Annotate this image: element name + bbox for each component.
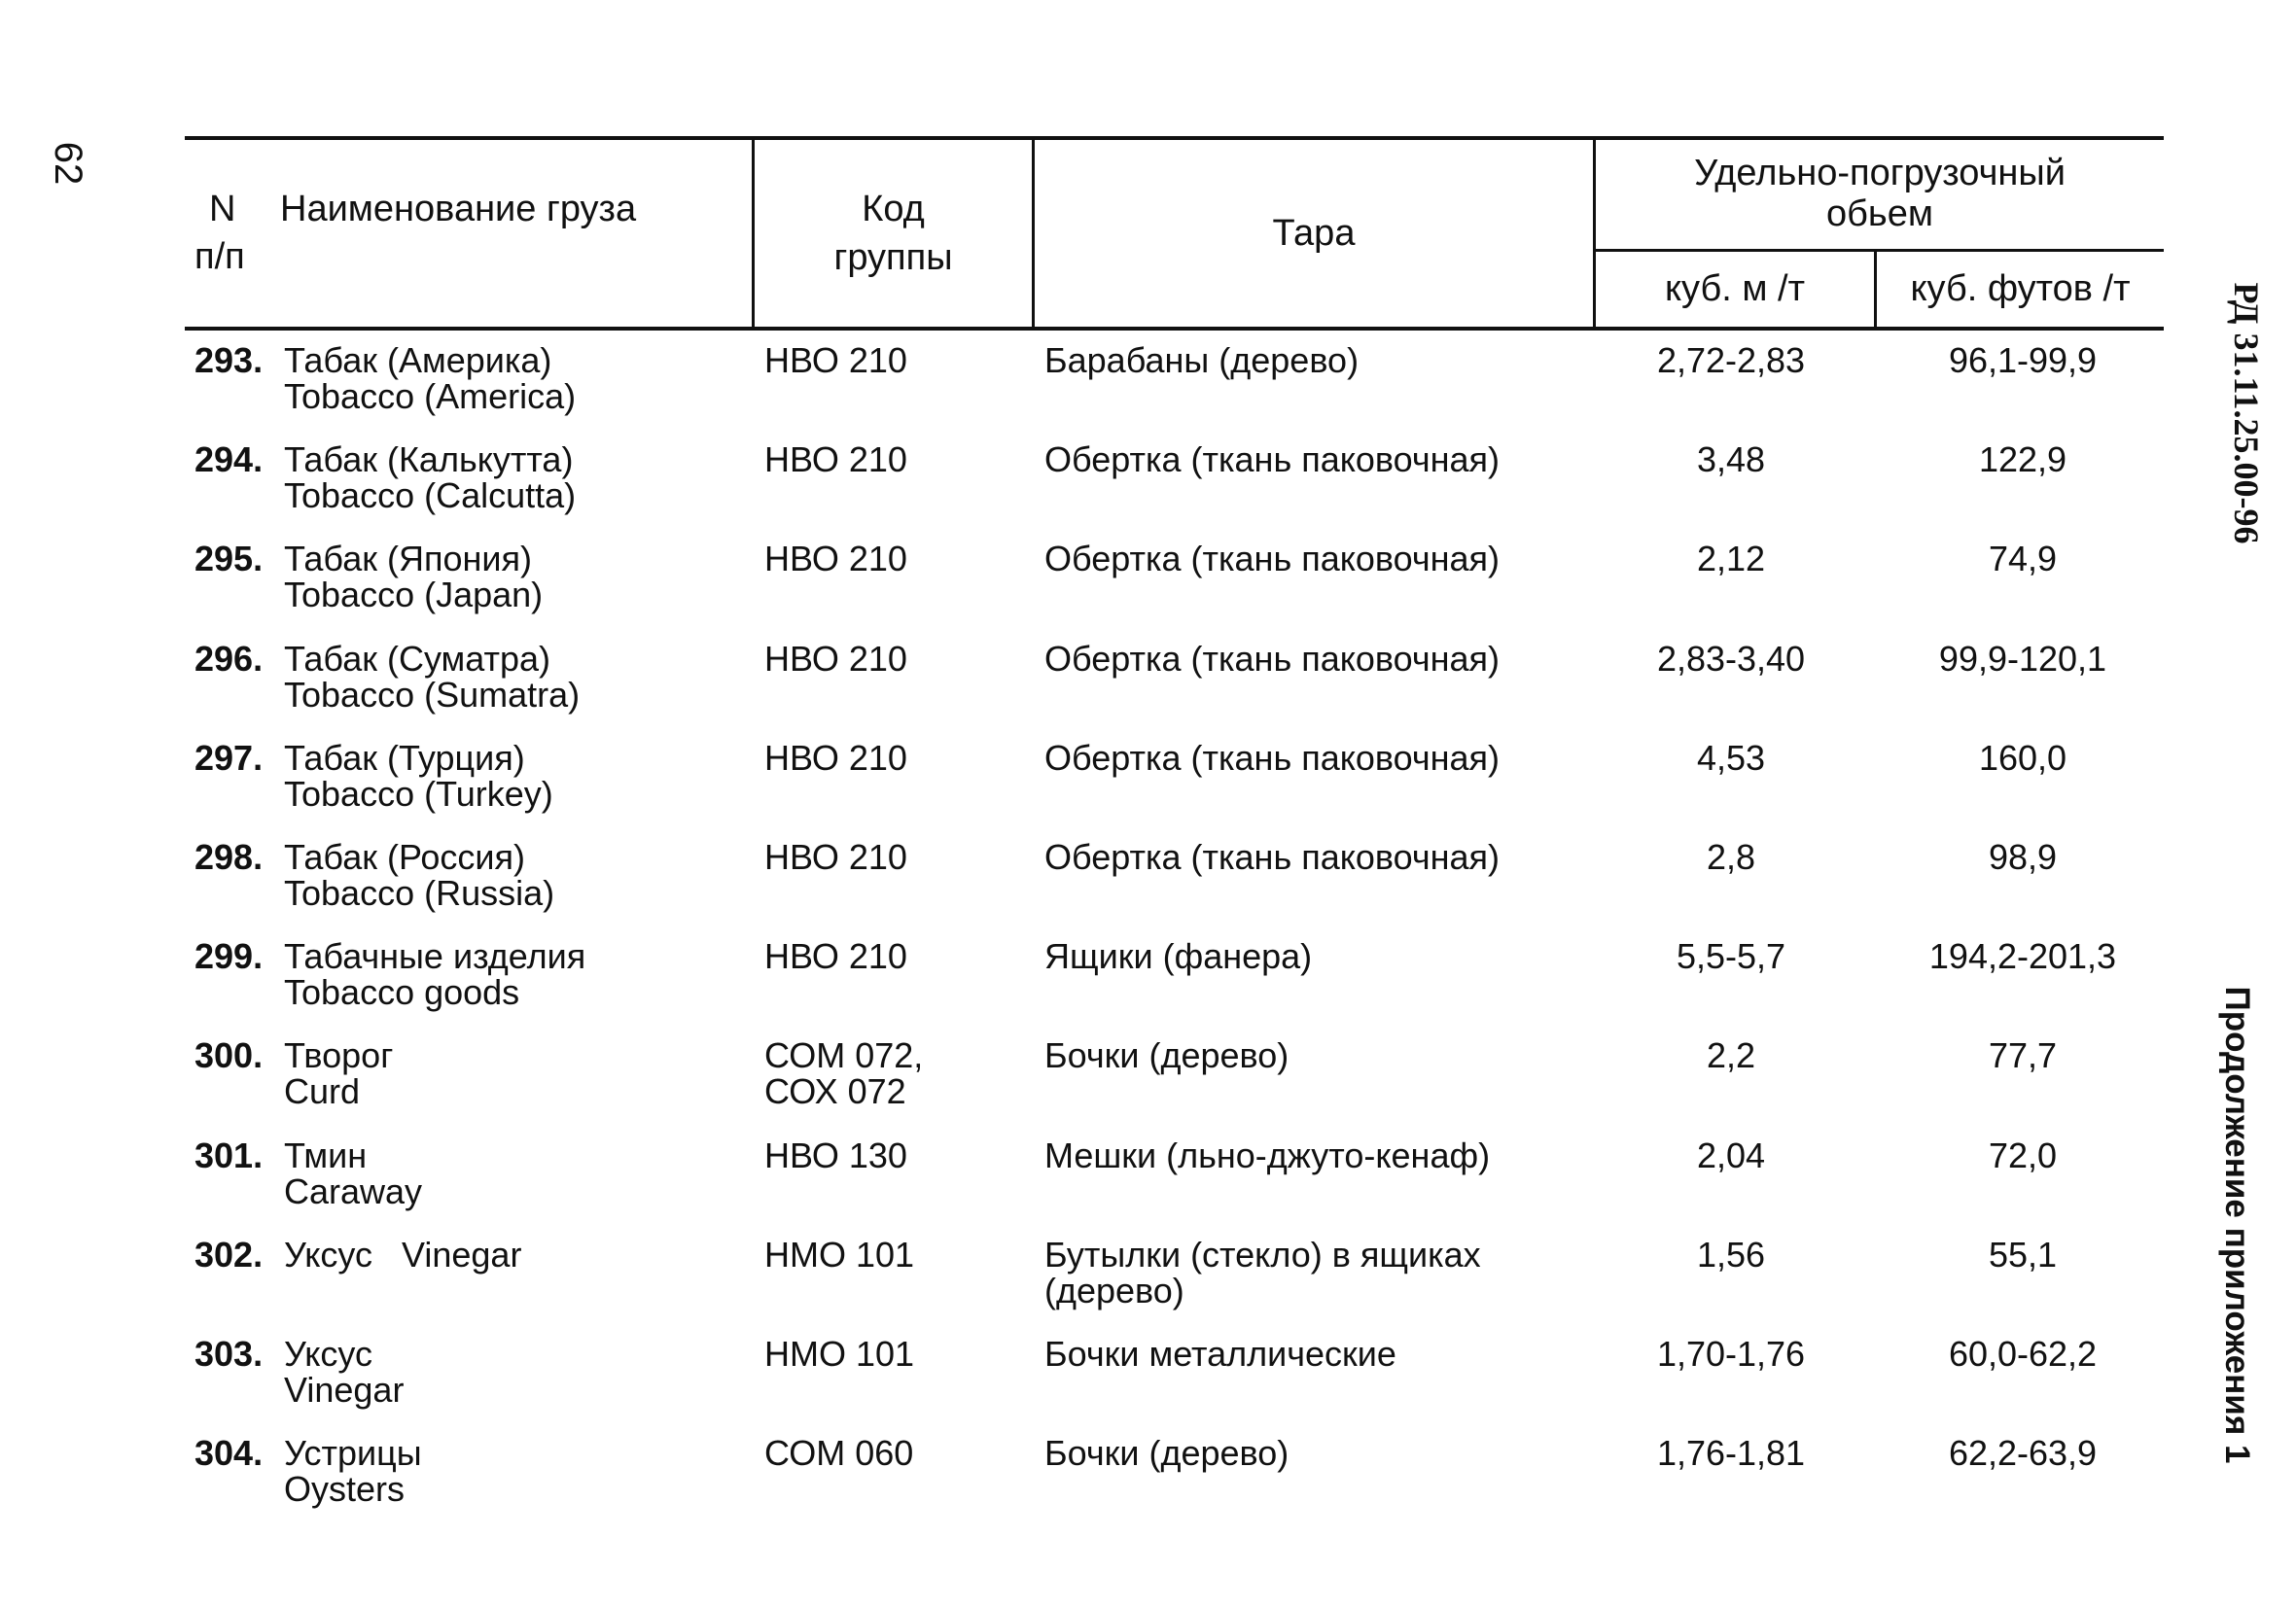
packaging-line: Барабаны (дерево) [1044, 340, 1360, 380]
cargo-name-line: Табак (Америка) [284, 340, 552, 380]
table-row [0, 839, 2296, 936]
volume-ft3-line: 98,9 [1988, 837, 2058, 877]
volume-m3-line: 2,8 [1706, 837, 1756, 877]
cargo-name-line: Tobacco (Russia) [284, 873, 555, 913]
table-row [0, 740, 2296, 837]
volume-m3 [1600, 1237, 1862, 1273]
packaging [1044, 740, 1589, 776]
group-code-line: НВО 210 [764, 340, 907, 380]
cargo-name-line: Устрицы [284, 1433, 422, 1473]
group-code-line: НВО 210 [764, 639, 907, 679]
group-code [764, 839, 1017, 875]
volume-m3-line: 2,12 [1696, 539, 1766, 578]
table-row [0, 1137, 2296, 1235]
row-number-line: 297. [194, 738, 264, 778]
group-code [764, 541, 1017, 576]
volume-m3 [1600, 1037, 1862, 1073]
row-number-line: 299. [194, 936, 264, 976]
header-n: N [209, 189, 236, 229]
header-code-sub: группы [833, 237, 953, 278]
table-top-rule [185, 136, 2164, 140]
group-code-line: НМО 101 [764, 1235, 915, 1275]
packaging [1044, 1435, 1589, 1471]
group-code-line: СОМ 072, [764, 1035, 924, 1075]
volume-ft3 [1882, 641, 2164, 677]
packaging-line: Обертка (ткань паковочная) [1044, 837, 1500, 877]
packaging [1044, 342, 1589, 378]
row-number-line: 293. [194, 340, 264, 380]
cargo-name-line: Tobacco (America) [284, 376, 577, 416]
packaging [1044, 1336, 1589, 1372]
row-number-line: 304. [194, 1433, 264, 1473]
group-code [764, 1137, 1017, 1173]
row-number-line: 301. [194, 1135, 264, 1175]
group-code [764, 441, 1017, 477]
row-number-line: 298. [194, 837, 264, 877]
volume-ft3 [1882, 1435, 2164, 1471]
group-code-line: СОХ 072 [764, 1071, 906, 1111]
volume-m3 [1600, 441, 1862, 477]
cargo-name [284, 1237, 741, 1273]
volume-ft3 [1882, 1237, 2164, 1273]
volume-ft3 [1882, 1037, 2164, 1073]
row-number-line: 296. [194, 639, 264, 679]
cargo-name [284, 938, 741, 1010]
group-code-line: НМО 101 [764, 1334, 915, 1374]
row-number [194, 1336, 282, 1372]
row-number [194, 1037, 282, 1073]
header-code: Код [862, 189, 925, 229]
volume-m3-line: 1,70-1,76 [1656, 1334, 1806, 1374]
volume-ft3 [1882, 1336, 2164, 1372]
group-code [764, 1037, 1017, 1109]
packaging-line: Обертка (ткань паковочная) [1044, 738, 1500, 778]
cargo-name-line: Tobacco (Sumatra) [284, 675, 581, 715]
volume-m3-line: 4,53 [1696, 738, 1766, 778]
group-code [764, 641, 1017, 677]
volume-ft3-line: 194,2-201,3 [1928, 936, 2117, 976]
cargo-name [284, 441, 741, 513]
row-number [194, 1237, 282, 1273]
group-code-line: НВО 210 [764, 837, 907, 877]
table-row [0, 441, 2296, 539]
volume-ft3-line: 77,7 [1988, 1035, 2058, 1075]
cargo-name-line: Тмин [284, 1135, 368, 1175]
volume-ft3-line: 99,9-120,1 [1938, 639, 2107, 679]
volume-m3 [1600, 1137, 1862, 1173]
volume-ft3-line: 55,1 [1988, 1235, 2058, 1275]
cargo-name-line: Уксус [284, 1334, 373, 1374]
cargo-name [284, 641, 741, 713]
cargo-name [284, 1137, 741, 1209]
cargo-name [284, 1435, 741, 1507]
cargo-name-line: Творог [284, 1035, 394, 1075]
volume-m3 [1600, 342, 1862, 378]
volume-ft3 [1882, 441, 2164, 477]
volume-m3 [1600, 740, 1862, 776]
row-number-line: 303. [194, 1334, 264, 1374]
packaging-line: Бочки (дерево) [1044, 1433, 1289, 1473]
cargo-name-line: Tobacco (Calcutta) [284, 475, 577, 515]
cargo-name-line: Curd [284, 1071, 361, 1111]
group-code-line: НВО 210 [764, 738, 907, 778]
packaging [1044, 938, 1589, 974]
volume-m3-line: 2,2 [1706, 1035, 1756, 1075]
header-n-sub: п/п [194, 236, 245, 277]
volume-m3-line: 5,5-5,7 [1676, 936, 1786, 976]
table-row [0, 1237, 2296, 1334]
header-unit-ft3: куб. футов /т [1910, 268, 2131, 309]
header-unit-m3: куб. м /т [1664, 268, 1805, 309]
group-code [764, 1237, 1017, 1273]
volume-m3 [1600, 938, 1862, 974]
cargo-name-line: Tobacco (Turkey) [284, 774, 553, 814]
packaging-line: Бочки металлические [1044, 1334, 1396, 1374]
document-code: РД 31.11.25.00-96 [2227, 282, 2266, 544]
volume-m3 [1600, 1336, 1862, 1372]
packaging [1044, 541, 1589, 576]
cargo-name [284, 541, 741, 612]
cargo-name-line: Табак (Суматра) [284, 639, 551, 679]
cargo-name-line: Caraway [284, 1171, 423, 1211]
header-tara: Тара [1272, 213, 1356, 254]
volume-m3-line: 1,56 [1696, 1235, 1766, 1275]
row-number [194, 839, 282, 875]
row-number [194, 938, 282, 974]
packaging-line: Обертка (ткань паковочная) [1044, 539, 1500, 578]
row-number [194, 1435, 282, 1471]
group-code-line: НВО 210 [764, 539, 907, 578]
volume-m3-line: 1,76-1,81 [1656, 1433, 1806, 1473]
cargo-name-line: Табак (Россия) [284, 837, 525, 877]
volume-m3-line: 2,83-3,40 [1656, 639, 1806, 679]
table-row [0, 938, 2296, 1035]
volume-ft3 [1882, 938, 2164, 974]
volume-m3 [1600, 541, 1862, 576]
volume-m3 [1600, 1435, 1862, 1471]
continuation-note: Продолжение приложения 1 [2218, 986, 2256, 1464]
table-row [0, 342, 2296, 439]
page-number: 62 [47, 141, 89, 186]
header-volume-sub: обьем [1826, 193, 1933, 234]
volume-ft3 [1882, 1137, 2164, 1173]
volume-ft3-line: 122,9 [1978, 439, 2067, 479]
group-code-line: НВО 130 [764, 1135, 907, 1175]
cargo-name-line: Tobacco goods [284, 972, 520, 1012]
cargo-name [284, 740, 741, 812]
volume-m3 [1600, 839, 1862, 875]
packaging [1044, 1037, 1589, 1073]
volume-m3-line: 3,48 [1696, 439, 1766, 479]
packaging-line: Ящики (фанера) [1044, 936, 1313, 976]
row-number-line: 295. [194, 539, 264, 578]
packaging [1044, 839, 1589, 875]
col-divider-1 [752, 136, 755, 331]
volume-ft3-line: 62,2-63,9 [1948, 1433, 2098, 1473]
group-code [764, 740, 1017, 776]
row-number [194, 342, 282, 378]
cargo-name [284, 1037, 741, 1109]
table-row [0, 641, 2296, 738]
volume-ft3-line: 96,1-99,9 [1948, 340, 2098, 380]
packaging-line: Мешки (льно-джуто-кенаф) [1044, 1135, 1491, 1175]
packaging-line: (дерево) [1044, 1271, 1184, 1310]
packaging [1044, 1237, 1589, 1309]
volume-ft3-line: 72,0 [1988, 1135, 2058, 1175]
volume-ft3-line: 74,9 [1988, 539, 2058, 578]
group-code-line: НВО 210 [764, 439, 907, 479]
volume-ft3 [1882, 740, 2164, 776]
volume-m3-line: 2,72-2,83 [1656, 340, 1806, 380]
cargo-name-line: Oysters [284, 1469, 406, 1509]
header-volume: Удельно-погрузочный [1694, 153, 2066, 193]
row-number [194, 441, 282, 477]
cargo-name [284, 1336, 741, 1408]
group-code [764, 1336, 1017, 1372]
row-number-line: 294. [194, 439, 264, 479]
packaging [1044, 641, 1589, 677]
row-number [194, 740, 282, 776]
row-number [194, 641, 282, 677]
group-code [764, 1435, 1017, 1471]
group-code [764, 342, 1017, 378]
group-code [764, 938, 1017, 974]
table-row [0, 1037, 2296, 1135]
table-row [0, 1336, 2296, 1433]
cargo-name-line: Табак (Калькутта) [284, 439, 574, 479]
group-code-line: НВО 210 [764, 936, 907, 976]
cargo-name-line: Tobacco (Japan) [284, 575, 544, 614]
row-number-line: 302. [194, 1235, 264, 1275]
packaging [1044, 1137, 1589, 1173]
cargo-name [284, 342, 741, 414]
group-code-line: СОМ 060 [764, 1433, 914, 1473]
cargo-name-line: Табак (Турция) [284, 738, 525, 778]
volume-ft3 [1882, 839, 2164, 875]
row-number [194, 1137, 282, 1173]
header-bottom-rule [185, 327, 2164, 331]
cargo-name-line: Табак (Япония) [284, 539, 532, 578]
cargo-name-line: Уксус Vinegar [284, 1235, 522, 1275]
volume-ft3 [1882, 342, 2164, 378]
volume-ft3 [1882, 541, 2164, 576]
packaging [1044, 441, 1589, 477]
cargo-name-line: Табачные изделия [284, 936, 586, 976]
header-name: Наименование груза [280, 189, 637, 229]
cargo-name-line: Vinegar [284, 1370, 405, 1410]
volume-ft3-line: 60,0-62,2 [1948, 1334, 2098, 1374]
volume-m3-line: 2,04 [1696, 1135, 1766, 1175]
packaging-line: Бутылки (стекло) в ящиках [1044, 1235, 1481, 1275]
packaging-line: Обертка (ткань паковочная) [1044, 639, 1500, 679]
volume-sub-rule [1595, 249, 2164, 252]
packaging-line: Бочки (дерево) [1044, 1035, 1289, 1075]
volume-ft3-line: 160,0 [1978, 738, 2067, 778]
row-number [194, 541, 282, 576]
table-row [0, 541, 2296, 638]
cargo-name [284, 839, 741, 911]
table-row [0, 1435, 2296, 1532]
volume-m3 [1600, 641, 1862, 677]
packaging-line: Обертка (ткань паковочная) [1044, 439, 1500, 479]
row-number-line: 300. [194, 1035, 264, 1075]
